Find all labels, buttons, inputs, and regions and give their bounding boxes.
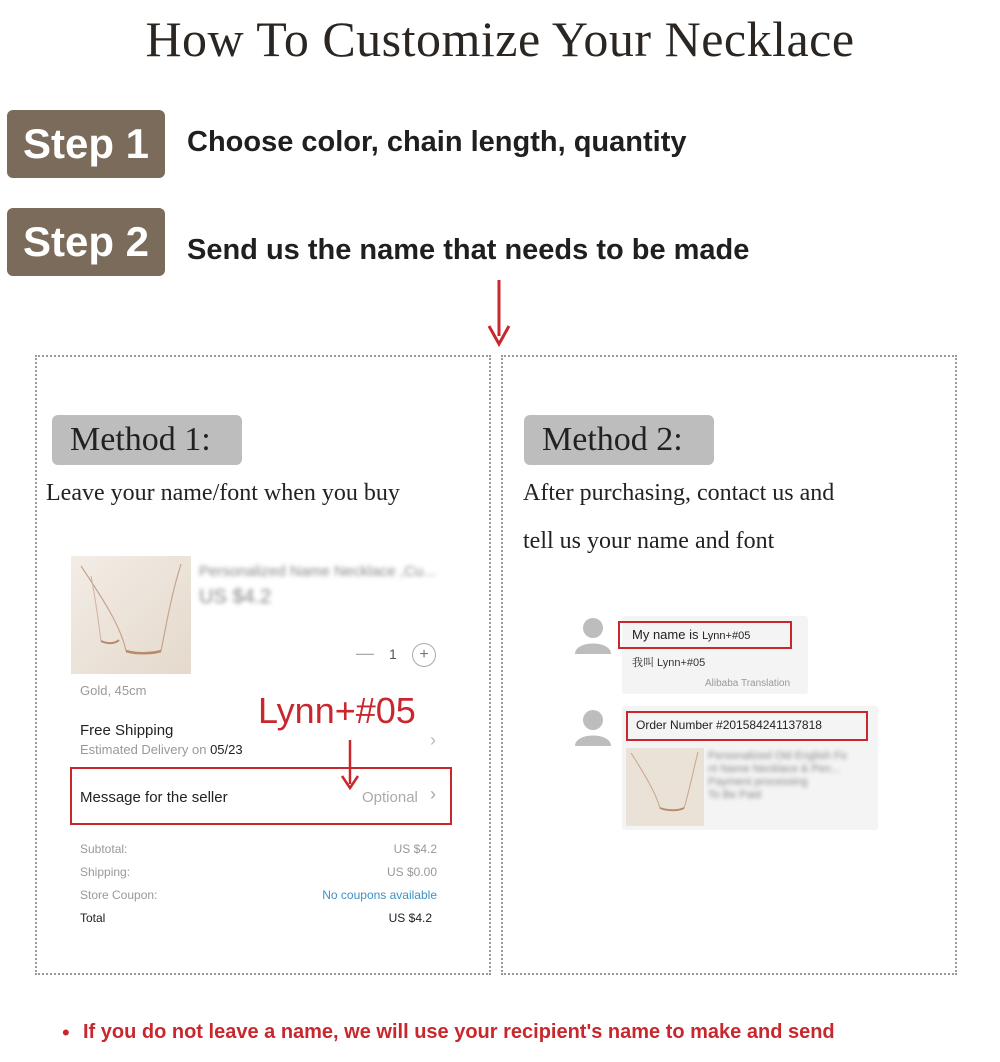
step-1-text: Choose color, chain length, quantity [187,126,687,158]
chat1-message [632,627,750,642]
summary-shipping-label: Shipping: [80,865,131,879]
necklace-product-image [71,556,191,674]
chat1-footer: Alibaba Translation [705,678,791,689]
order-product-line: Personalized Old English Fo [708,750,847,762]
delivery-info [80,742,243,757]
summary-coupon-value[interactable]: No coupons available [322,888,437,902]
order-product-line: Payment processing [708,776,808,788]
product-price: US $4.2 [199,586,272,608]
chevron-right-icon[interactable]: › [430,730,436,750]
name-annotation: Lynn+#05 [258,690,416,731]
summary-subtotal-value: US $4.2 [393,842,437,856]
method-1-badge: Method 1: [52,415,242,465]
page-title: How To Customize Your Necklace [145,11,855,67]
increase-button[interactable]: + [412,643,436,667]
chevron-right-icon: › [430,784,436,804]
summary-total-value: US $4.2 [388,911,432,925]
step-1-badge: Step 1 [7,110,165,178]
chat1-translation: 我叫 Lynn+#05 [632,657,706,669]
variant-label: Gold, 45cm [80,683,147,698]
chat1-name: Lynn+#05 [702,630,751,642]
decrease-button[interactable]: — [356,643,374,663]
order-product-line: To Be Paid [708,789,762,801]
method-2-description-line1: After purchasing, contact us and [523,480,835,506]
quantity-stepper[interactable] [356,643,438,669]
product-name: Personalized Name Necklace ,Cu... [199,563,436,580]
delivery-prefix: Estimated Delivery on [80,742,207,757]
chat2-order-number: Order Number #201584241137818 [636,718,822,732]
summary-subtotal-label: Subtotal: [80,842,128,856]
bullet-icon: • [62,1020,70,1045]
footer-note: If you do not leave a name, we will use your recipient's name to make and send [83,1021,835,1043]
order-product-details [708,750,868,802]
method-1-description: Leave your name/font when you buy [46,480,400,506]
user-avatar-icon [573,614,613,654]
down-arrow-icon [486,280,512,348]
summary-total-label: Total [80,911,106,925]
delivery-date: 05/23 [210,742,243,757]
method-2-badge: Method 2: [524,415,714,465]
step-2-text: Send us the name that needs to be made [187,234,750,266]
step-2-badge: Step 2 [7,208,165,276]
message-placeholder: Optional [362,789,418,806]
order-product-image [626,748,704,826]
user-avatar-icon [573,706,613,746]
chat1-prefix: My name is [632,627,699,642]
shipping-title: Free Shipping [80,722,174,739]
method-2-description-line2: tell us your name and font [523,528,775,554]
order-product-line: nt Name Necklace & Pen... [708,763,841,775]
summary-shipping-value: US $0.00 [386,865,437,879]
summary-coupon-label: Store Coupon: [80,888,158,902]
quantity-value: 1 [389,646,397,662]
message-label: Message for the seller [80,789,228,806]
